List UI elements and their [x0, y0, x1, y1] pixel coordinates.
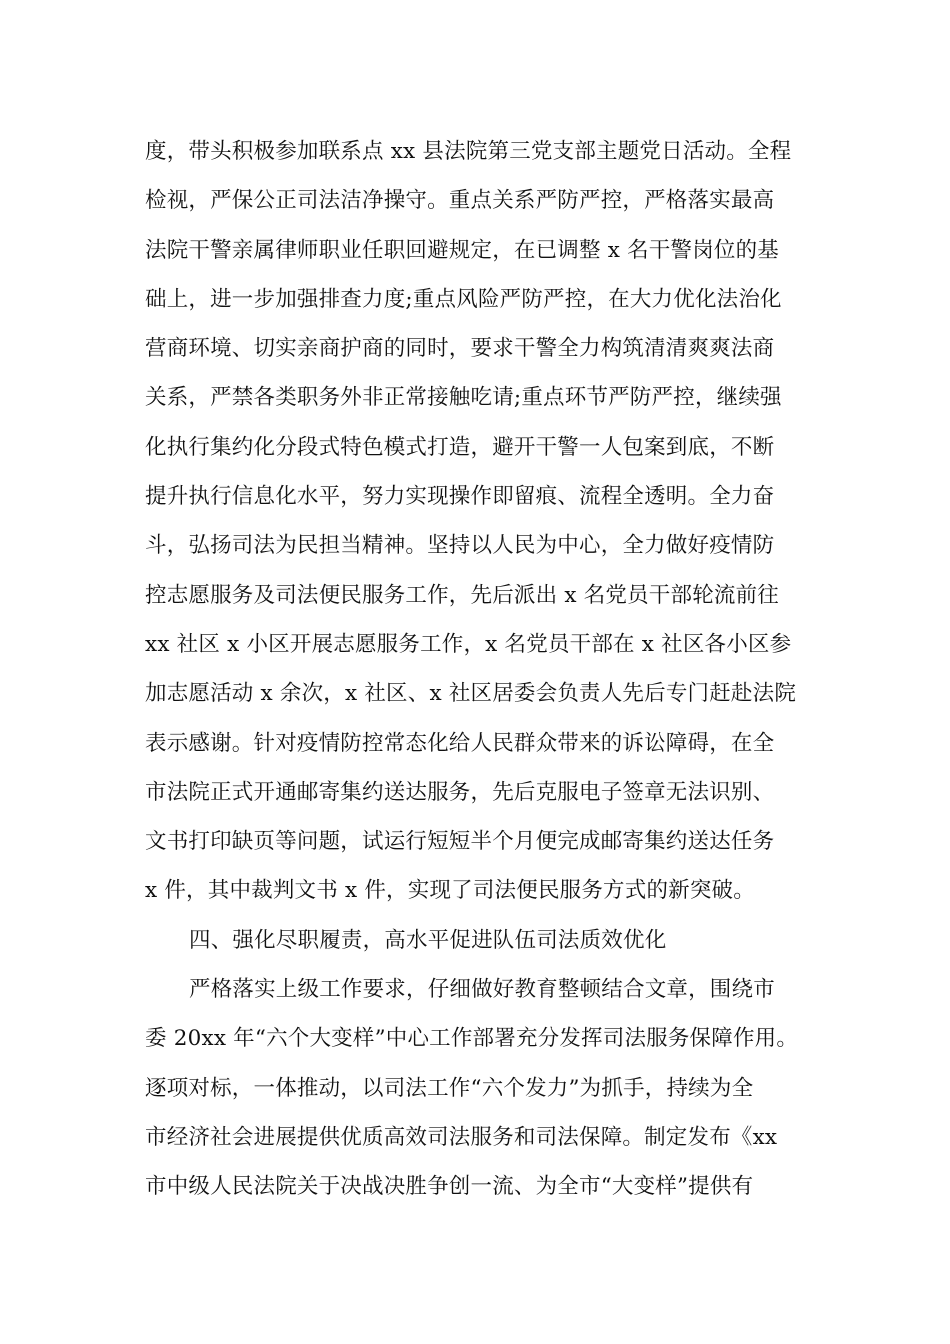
- text-line: 加志愿活动 x 余次，x 社区、x 社区居委会负责人先后专门赶赴法院: [145, 681, 797, 707]
- text-line: 逐项对标，一体推动，以司法工作“六个发力”为抓手，持续为全: [145, 1075, 754, 1101]
- text-line: 市法院正式开通邮寄集约送达服务，先后克服电子签章无法识别、: [145, 779, 775, 805]
- paragraph-first-line: 严格落实上级工作要求，仔细做好教育整顿结合文章，围绕市: [189, 977, 775, 1003]
- text-line: 委 20xx 年“六个大变样”中心工作部署充分发挥司法服务保障作用。: [145, 1026, 799, 1052]
- document-body: [145, 132, 825, 1217]
- section-heading: 四、强化尽职履责，高水平促进队伍司法质效优化: [189, 927, 667, 953]
- text-line: 文书打印缺页等问题，试运行短短半个月便完成邮寄集约送达任务: [145, 829, 775, 855]
- text-line: 市经济社会进展提供优质高效司法服务和司法保障。制定发布《xx: [145, 1124, 778, 1150]
- text-line: 斗，弘扬司法为民担当精神。坚持以人民为中心，全力做好疫情防: [145, 533, 775, 559]
- text-line: 关系，严禁各类职务外非正常接触吃请;重点环节严防严控，继续强: [145, 385, 782, 411]
- text-line: 化执行集约化分段式特色模式打造，避开干警一人包案到底，不断: [145, 434, 775, 460]
- text-line: 市中级人民法院关于决战决胜争创一流、为全市“大变样”提供有: [145, 1174, 754, 1200]
- text-line: 营商环境、切实亲商护商的同时，要求干警全力构筑清清爽爽法商: [145, 336, 775, 362]
- text-line: 础上，进一步加强排查力度;重点风险严防严控，在大力优化法治化: [145, 286, 782, 312]
- text-line: 度，带头积极参加联系点 xx 县法院第三党支部主题党日活动。全程: [145, 139, 792, 164]
- text-line: 表示感谢。针对疫情防控常态化给人民群众带来的诉讼障碍，在全: [145, 730, 775, 756]
- text-line: xx 社区 x 小区开展志愿服务工作，x 名党员干部在 x 社区各小区参: [145, 631, 792, 657]
- text-line: x 件，其中裁判文书 x 件，实现了司法便民服务方式的新突破。: [145, 878, 755, 904]
- text-line: 提升执行信息化水平，努力实现操作即留痕、流程全透明。全力奋: [145, 484, 775, 510]
- text-line: 法院干警亲属律师职业任职回避规定，在已调整 x 名干警岗位的基: [145, 237, 779, 263]
- text-line: 检视，严保公正司法洁净操守。重点关系严防严控，严格落实最高: [145, 188, 775, 214]
- text-line: 控志愿服务及司法便民服务工作，先后派出 x 名党员干部轮流前往: [145, 582, 779, 608]
